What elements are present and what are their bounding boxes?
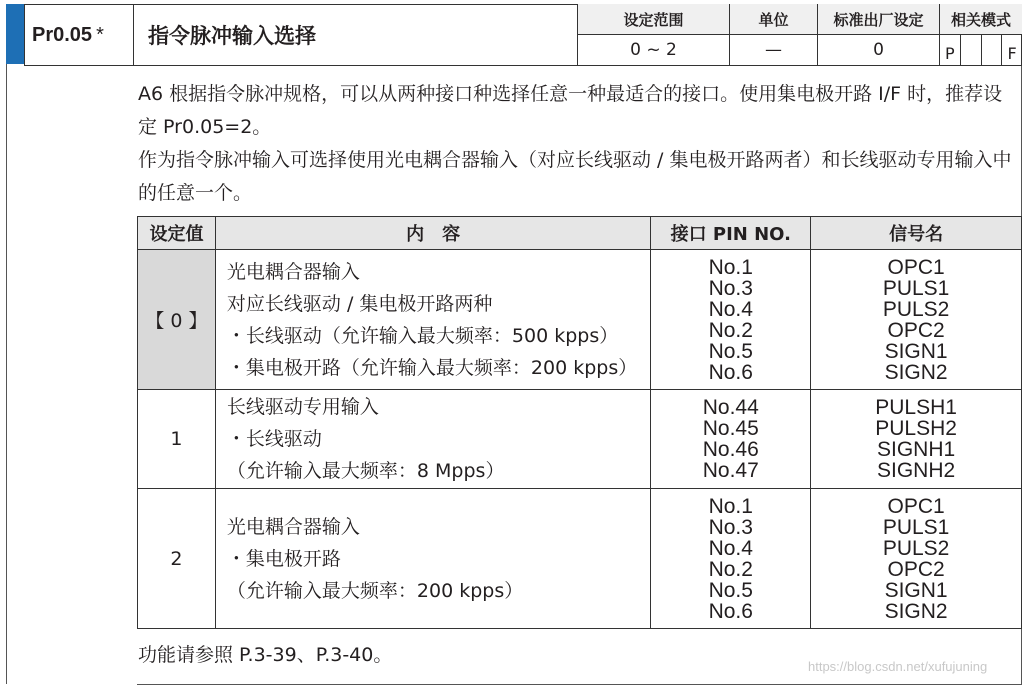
signal-item: OPC1 bbox=[887, 255, 945, 279]
mode-box: P bbox=[940, 35, 961, 65]
content-line: ・集电极开路 bbox=[226, 547, 341, 570]
header-pin: 接口 PIN NO. bbox=[651, 217, 811, 250]
pin-item: No.1 bbox=[708, 255, 753, 279]
unit-label: 单位 bbox=[730, 4, 817, 35]
parameter-title: 指令脉冲输入选择 bbox=[148, 24, 316, 48]
pin-item: No.47 bbox=[702, 459, 759, 482]
parameter-code bbox=[24, 4, 134, 66]
signal-item: OPC1 bbox=[887, 494, 945, 518]
setting-content bbox=[215, 489, 650, 629]
default-column bbox=[817, 4, 939, 66]
content-line: 光电耦合器输入 bbox=[226, 515, 360, 538]
pin-list bbox=[651, 489, 811, 629]
setting-value: 1 bbox=[138, 390, 216, 489]
setting-value: 2 bbox=[138, 489, 216, 629]
setting-content bbox=[215, 250, 650, 390]
pin-list bbox=[651, 250, 811, 390]
signal-item: SIGNH2 bbox=[876, 459, 956, 482]
pin-item: No.2 bbox=[708, 557, 753, 581]
setting-content bbox=[215, 390, 650, 489]
description-paragraph-2: 作为指令脉冲输入可选择使用光电耦合器输入（对应长线驱动 / 集电极开路两者）和长线驱动专用输入中的任意一个。 bbox=[138, 149, 1012, 204]
range-value: 0 ~ 2 bbox=[630, 40, 677, 60]
pin-list bbox=[651, 390, 811, 489]
pin-item: No.4 bbox=[708, 536, 753, 560]
mode-box bbox=[961, 35, 982, 65]
pin-item: No.6 bbox=[708, 599, 753, 623]
default-value: 0 bbox=[873, 40, 884, 60]
pin-item: No.1 bbox=[708, 494, 753, 518]
signal-item: SIGNH1 bbox=[876, 438, 956, 461]
setting-value: 【 0 】 bbox=[138, 250, 216, 390]
left-border bbox=[6, 64, 7, 684]
content-line: 对应长线驱动 / 集电极开路两种 bbox=[226, 292, 493, 315]
table-header-row bbox=[138, 217, 1022, 250]
range-column bbox=[577, 4, 729, 66]
pin-item: No.6 bbox=[708, 360, 753, 384]
signal-item: OPC2 bbox=[887, 318, 945, 342]
pin-item: No.44 bbox=[702, 396, 759, 419]
mode-column bbox=[939, 4, 1022, 66]
description-paragraph-1: A6 根据指令脉冲规格，可以从两种接口种选择任意一种最适合的接口。使用集电极开路 I/F 时，推荐设定 Pr0.05=2。 bbox=[138, 83, 1003, 138]
content-line: ・集电极开路（允许输入最大频率：200 kpps） bbox=[226, 356, 638, 379]
pin-item: No.5 bbox=[708, 578, 753, 602]
pin-item: No.3 bbox=[708, 276, 753, 300]
header-content: 内 容 bbox=[215, 217, 650, 250]
default-label: 标准出厂设定 bbox=[818, 4, 939, 35]
signal-item: SIGN2 bbox=[884, 360, 948, 384]
signal-item: PULSH2 bbox=[875, 417, 957, 440]
parameter-code-text: Pr0.05 bbox=[32, 23, 93, 46]
settings-table bbox=[137, 216, 1022, 629]
signal-item: PULS2 bbox=[882, 297, 950, 321]
watermark: https://blog.csdn.net/xufujuning bbox=[808, 659, 988, 674]
pin-item: No.2 bbox=[708, 318, 753, 342]
content-line: （允许输入最大频率：8 Mpps） bbox=[226, 460, 505, 482]
unit-column bbox=[729, 4, 817, 66]
signal-item: SIGN1 bbox=[884, 339, 948, 363]
reference-note: 功能请参照 P.3-39、P.3-40。 bbox=[138, 644, 393, 666]
signal-item: PULS1 bbox=[882, 515, 950, 539]
table-row bbox=[138, 489, 1022, 629]
signal-item: SIGN2 bbox=[884, 599, 948, 623]
signal-item: OPC2 bbox=[887, 557, 945, 581]
pin-item: No.45 bbox=[702, 417, 759, 440]
pin-item: No.46 bbox=[702, 438, 759, 461]
table-row bbox=[138, 250, 1022, 390]
unit-value: — bbox=[765, 40, 782, 60]
section-accent-bar bbox=[6, 4, 24, 64]
pin-item: No.4 bbox=[708, 297, 753, 321]
signal-list bbox=[811, 390, 1022, 489]
content-line: 光电耦合器输入 bbox=[226, 260, 360, 283]
mode-label: 相关模式 bbox=[940, 4, 1022, 35]
content-line: ・长线驱动（允许输入最大频率：500 kpps） bbox=[226, 324, 619, 347]
pin-item: No.5 bbox=[708, 339, 753, 363]
signal-item: PULSH1 bbox=[875, 396, 957, 419]
header-signal: 信号名 bbox=[811, 217, 1022, 250]
mode-box: F bbox=[1007, 44, 1017, 63]
mode-boxes bbox=[940, 35, 1022, 65]
range-label: 设定范围 bbox=[578, 4, 729, 35]
table-row bbox=[138, 390, 1022, 489]
signal-item: PULS2 bbox=[882, 536, 950, 560]
content-line: 长线驱动专用输入 bbox=[226, 396, 379, 418]
star-mark: * bbox=[96, 23, 104, 46]
header-setting-value: 设定值 bbox=[138, 217, 216, 250]
signal-list bbox=[811, 250, 1022, 390]
content-line: （允许输入最大频率：200 kpps） bbox=[226, 579, 524, 602]
signal-item: SIGN1 bbox=[884, 578, 948, 602]
content-line: ・长线驱动 bbox=[226, 428, 322, 450]
signal-item: PULS1 bbox=[882, 276, 950, 300]
mode-box bbox=[982, 35, 1003, 65]
pin-item: No.3 bbox=[708, 515, 753, 539]
bottom-border bbox=[137, 684, 1022, 685]
signal-list bbox=[811, 489, 1022, 629]
